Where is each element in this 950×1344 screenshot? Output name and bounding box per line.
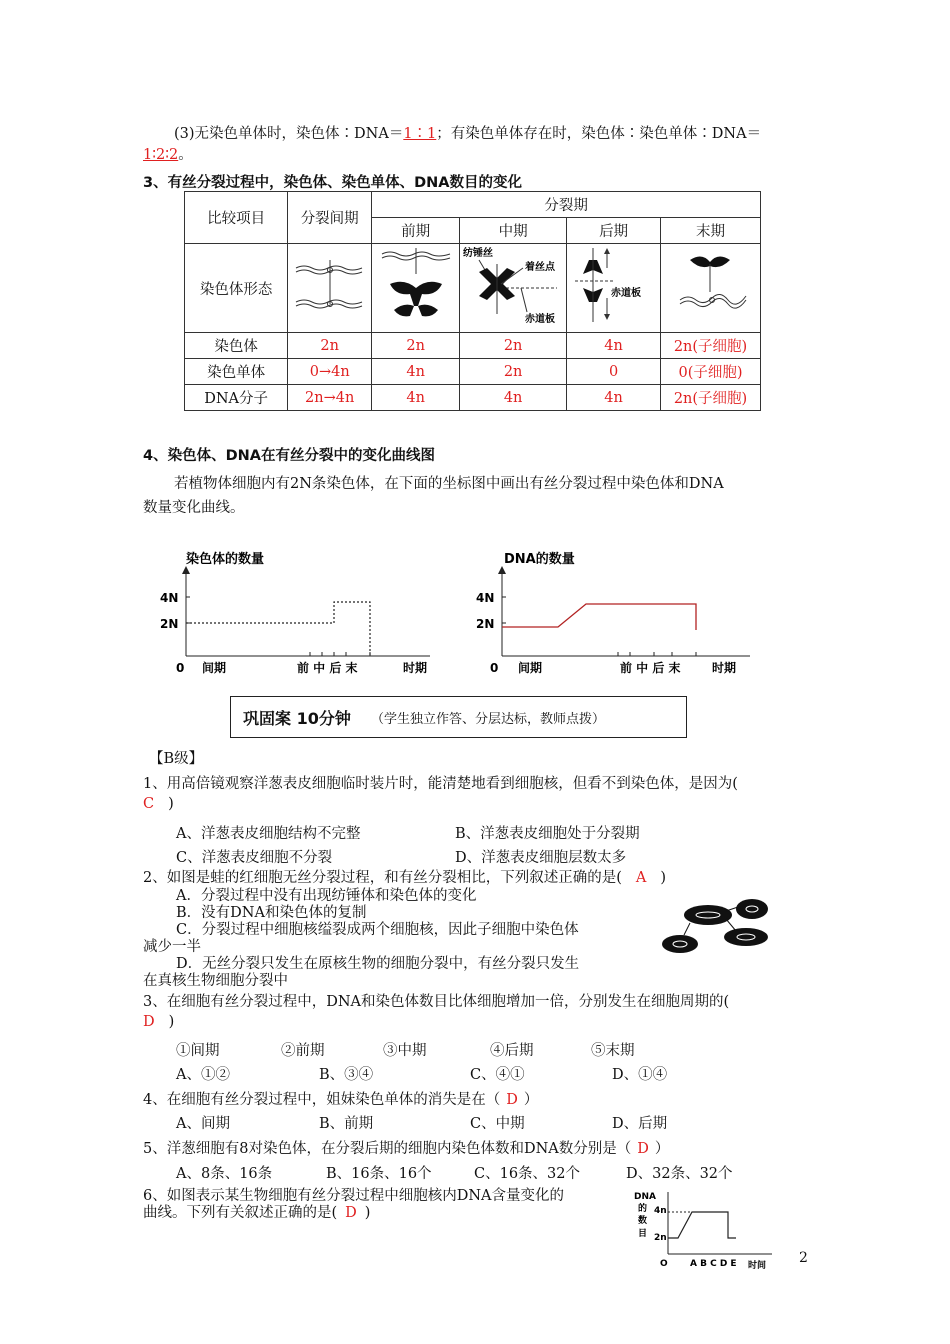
svg-text:目: 目 — [638, 1229, 648, 1239]
svg-text:0: 0 — [490, 661, 499, 675]
q1-option-d: D、洋葱表皮细胞层数太多 — [455, 850, 627, 866]
q3-item-1: ①间期 — [176, 1043, 220, 1059]
answer-ratio-1: 1∶1 — [403, 126, 437, 142]
q1-option-b: B、洋葱表皮细胞处于分裂期 — [455, 826, 640, 842]
q4-option-a: A、间期 — [176, 1116, 230, 1132]
svg-text:前 中 后 末: 前 中 后 末 — [620, 661, 681, 675]
q2-option-c: C．分裂过程中细胞核缢裂成两个细胞核，因此子细胞中染色体 — [176, 922, 579, 938]
svg-text:0: 0 — [176, 661, 185, 675]
svg-text:时间: 时间 — [748, 1261, 767, 1270]
q4-answer: D — [506, 1092, 518, 1108]
svg-text:DNA: DNA — [634, 1192, 656, 1202]
section-3-title: 3、有丝分裂过程中，染色体、染色单体、DNA数目的变化 — [143, 175, 522, 191]
ratio-line-2: 1∶2∶2。 — [143, 147, 193, 163]
q3-item-5: ⑤末期 — [591, 1043, 635, 1059]
header-item: 比较项目 — [185, 192, 288, 244]
consolidation-box — [230, 696, 687, 738]
anaphase-figure — [567, 244, 661, 333]
q6-stem-1: 6、如图表示某生物细胞有丝分裂过程中细胞核内DNA含量变化的 — [143, 1188, 565, 1204]
q5-option-b: B、16条、16个 — [326, 1166, 432, 1182]
header-metaphase: 中期 — [460, 218, 567, 244]
prophase-figure — [372, 244, 460, 333]
q1-answer-line: C ) — [143, 796, 174, 812]
q6-answer: D — [345, 1205, 357, 1221]
svg-text:的: 的 — [638, 1204, 648, 1214]
section-4-line-1: 若植物体细胞内有2N条染色体，在下面的坐标图中画出有丝分裂过程中染色体和DNA — [174, 476, 724, 492]
q3-stem: 3、在细胞有丝分裂过程中，DNA和染色体数目比体细胞增加一倍，分别发生在细胞周期的( — [143, 994, 730, 1010]
q4-option-b: B、前期 — [319, 1116, 374, 1132]
answer-ratio-2: 1∶2∶2 — [143, 147, 179, 163]
q2-answer: A — [635, 870, 647, 886]
svg-text:前 中 后 末: 前 中 后 末 — [297, 661, 358, 675]
q2-option-d-cont: 在真核生物细胞分裂中 — [143, 973, 288, 989]
row-dna-label: DNA分子 — [185, 385, 288, 411]
label-plate-2: 赤道板 — [610, 288, 641, 299]
q3-item-2: ②前期 — [281, 1043, 325, 1059]
svg-text:间期: 间期 — [202, 661, 227, 675]
q2-option-d: D．无丝分裂只发生在原核生物的细胞分裂中，有丝分裂只发生 — [176, 956, 580, 972]
svg-text:A B C D E: A B C D E — [690, 1259, 737, 1269]
q3-option-c: C、④① — [470, 1067, 525, 1083]
dna-content-line — [668, 1212, 736, 1238]
frog-cell-amitosis-figure — [660, 895, 775, 957]
ratio-line-1: (3)无染色单体时，染色体∶DNA＝1∶1；有染色单体存在时，染色体∶染色单体∶DNA＝ — [174, 126, 762, 142]
box-title: 巩固案 10分钟 — [243, 709, 351, 728]
q4-stem: 4、在细胞有丝分裂过程中，姐妹染色单体的消失是在（ D ） — [143, 1092, 539, 1108]
q3-option-b: B、③④ — [319, 1067, 374, 1083]
q1-stem: 1、用高倍镜观察洋葱表皮细胞临时装片时，能清楚地看到细胞核，但看不到染色体，是因为( — [143, 776, 738, 792]
telophase-figure — [661, 244, 761, 333]
graph2-title: DNA的数量 — [504, 552, 575, 567]
svg-text:4N: 4N — [160, 591, 179, 605]
q5-option-d: D、32条、32个 — [626, 1166, 733, 1182]
metaphase-figure — [460, 244, 567, 333]
q5-stem: 5、洋葱细胞有8对染色体，在分裂后期的细胞内染色体数和DNA数分别是（ D ） — [143, 1141, 670, 1157]
section-4-title: 4、染色体、DNA在有丝分裂中的变化曲线图 — [143, 448, 435, 464]
header-anaphase: 后期 — [567, 218, 661, 244]
label-spindle: 纺锤丝 — [463, 248, 494, 259]
q2-stem: 2、如图是蛙的红细胞无丝分裂过程，和有丝分裂相比，下列叙述正确的是( A ) — [143, 870, 667, 886]
q2-option-a: A．分裂过程中没有出现纺锤体和染色体的变化 — [176, 888, 477, 904]
chromosome-count-graph — [150, 546, 440, 681]
q2-option-c-cont: 减少一半 — [143, 939, 201, 955]
svg-text:2N: 2N — [476, 617, 495, 631]
mitosis-comparison-table: 比较项目 分裂间期 分裂期 前期 中期 后期 末期 染色体形态 纺锤丝 着丝点 赤道板 赤道板 染色体 2n 2n 2n 4n 2n(子细胞) 染色单体 0→4n 4n 2n 0 0(子细胞) DNA分子 2n→4n 4n 4n 4n 2n(子细胞) — [184, 191, 761, 411]
q5-answer: D — [637, 1141, 649, 1157]
svg-text:2n: 2n — [654, 1233, 667, 1243]
row-shape-label: 染色体形态 — [185, 244, 288, 333]
svg-text:时期: 时期 — [403, 661, 428, 675]
svg-text:时期: 时期 — [712, 661, 737, 675]
q5-option-a: A、8条、16条 — [176, 1166, 273, 1182]
q3-item-3: ③中期 — [383, 1043, 427, 1059]
interphase-figure — [288, 244, 372, 333]
q4-option-c: C、中期 — [470, 1116, 525, 1132]
q1-option-a: A、洋葱表皮细胞结构不完整 — [176, 826, 361, 842]
graph1-title: 染色体的数量 — [186, 552, 265, 567]
row-chromatid-label: 染色单体 — [185, 359, 288, 385]
chromosome-curve — [186, 602, 370, 656]
q3-answer: D — [143, 1014, 155, 1030]
svg-text:间期: 间期 — [518, 661, 543, 675]
q5-option-c: C、16条、32个 — [474, 1166, 580, 1182]
label-plate: 赤道板 — [525, 314, 556, 325]
q4-option-d: D、后期 — [612, 1116, 668, 1132]
dna-content-curve-figure — [632, 1188, 777, 1270]
svg-text:4N: 4N — [476, 591, 495, 605]
q2-option-b: B．没有DNA和染色体的复制 — [176, 905, 367, 921]
header-prophase: 前期 — [372, 218, 460, 244]
svg-text:数: 数 — [638, 1216, 648, 1226]
svg-text:4n: 4n — [654, 1206, 667, 1216]
q3-option-d: D、①④ — [612, 1067, 668, 1083]
box-subtitle: （学生独立作答、分层达标，教师点拨） — [371, 712, 606, 727]
page-number: 2 — [799, 1250, 808, 1266]
section-4-line-2: 数量变化曲线。 — [143, 500, 245, 516]
svg-text:2N: 2N — [160, 617, 179, 631]
q3-answer-line: D ) — [143, 1014, 175, 1030]
level-label: 【B级】 — [149, 751, 204, 767]
dna-count-graph — [470, 546, 760, 681]
dna-curve — [502, 604, 696, 630]
q1-answer: C — [143, 796, 155, 812]
svg-text:O: O — [660, 1259, 668, 1269]
header-interphase: 分裂间期 — [288, 192, 372, 244]
q1-option-c: C、洋葱表皮细胞不分裂 — [176, 850, 333, 866]
q3-item-4: ④后期 — [490, 1043, 534, 1059]
row-chromosome-label: 染色体 — [185, 333, 288, 359]
label-centromere: 着丝点 — [525, 262, 556, 273]
q6-stem-2: 曲线。下列有关叙述正确的是( D ) — [143, 1205, 371, 1221]
q3-option-a: A、①② — [176, 1067, 230, 1083]
header-telophase: 末期 — [661, 218, 761, 244]
header-division: 分裂期 — [372, 192, 761, 218]
